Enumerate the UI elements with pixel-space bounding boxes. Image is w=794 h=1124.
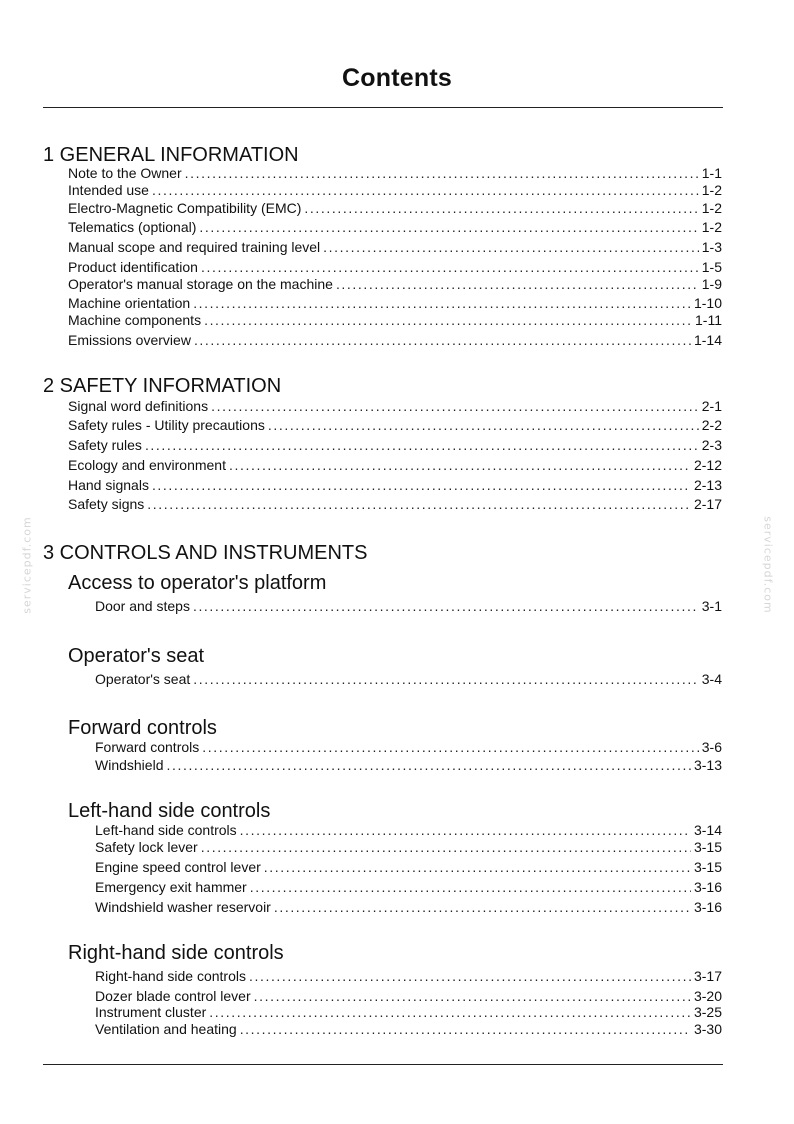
watermark-left: servicepdf.com <box>20 516 34 614</box>
toc-entry[interactable] <box>95 968 722 985</box>
toc-entry[interactable] <box>68 312 722 329</box>
toc-entry-label: Right-hand side controls <box>95 968 246 984</box>
toc-entry-page: 2-13 <box>693 477 722 493</box>
toc-entry[interactable] <box>95 598 722 615</box>
subsection-heading-access: Access to operator's platform <box>68 572 327 594</box>
toc-entry-label: Door and steps <box>95 598 190 614</box>
toc-entry[interactable] <box>68 239 722 256</box>
leader-dots <box>204 312 692 329</box>
leader-dots <box>249 968 691 985</box>
section-heading-safety-information: 2 SAFETY INFORMATION <box>43 375 282 397</box>
toc-entry[interactable] <box>95 757 722 774</box>
toc-entry-label: Forward controls <box>95 739 200 755</box>
toc-entry-label: Emergency exit hammer <box>95 879 247 895</box>
toc-entry-label: Electro-Magnetic Compatibility (EMC) <box>68 200 302 216</box>
toc-entry-label: Dozer blade control lever <box>95 988 251 1004</box>
toc-entry-page: 1-3 <box>701 239 722 255</box>
leader-dots <box>199 219 698 236</box>
toc-entry-label: Instrument cluster <box>95 1004 207 1020</box>
toc-entry-page: 1-11 <box>695 312 722 328</box>
leader-dots <box>268 417 699 434</box>
toc-entry-label: Machine orientation <box>68 295 191 311</box>
section-heading-controls-and-instruments: 3 CONTROLS AND INSTRUMENTS <box>43 542 368 564</box>
toc-entry[interactable] <box>68 398 722 415</box>
toc-entry-page: 3-25 <box>693 1004 722 1020</box>
toc-entry-page: 3-17 <box>693 968 722 984</box>
toc-entry-label: Intended use <box>68 182 149 198</box>
leader-dots <box>336 276 699 293</box>
toc-entry-page: 1-2 <box>701 200 722 216</box>
toc-entry[interactable] <box>95 859 722 876</box>
toc-entry[interactable] <box>68 457 722 474</box>
leader-dots <box>250 879 691 896</box>
toc-entry[interactable] <box>68 417 722 434</box>
toc-entry-page: 3-16 <box>693 879 722 895</box>
page-title: Contents <box>342 64 452 92</box>
toc-entry-page: 2-17 <box>693 496 722 512</box>
leader-dots <box>193 671 698 688</box>
toc-entry-label: Note to the Owner <box>68 165 182 181</box>
toc-entry-label: Signal word definitions <box>68 398 209 414</box>
toc-entry[interactable] <box>68 182 722 199</box>
toc-entry[interactable] <box>95 988 722 1005</box>
leader-dots <box>202 739 699 756</box>
subsection-heading-operators-seat: Operator's seat <box>68 645 205 667</box>
leader-dots <box>147 496 691 513</box>
toc-entry-label: Emissions overview <box>68 332 191 348</box>
toc-entry-page: 3-16 <box>693 899 722 915</box>
toc-entry-label: Product identification <box>68 259 198 275</box>
toc-entry[interactable] <box>95 1004 722 1021</box>
leader-dots <box>304 200 698 217</box>
toc-entry-page: 3-4 <box>701 671 722 687</box>
toc-entry-label: Telematics (optional) <box>68 219 197 235</box>
toc-entry[interactable] <box>68 259 722 276</box>
toc-entry[interactable] <box>95 1021 722 1038</box>
toc-entry[interactable] <box>68 165 722 182</box>
leader-dots <box>201 839 691 856</box>
toc-entry-page: 1-9 <box>701 276 722 292</box>
toc-entry[interactable] <box>68 295 722 312</box>
toc-entry-label: Engine speed control lever <box>95 859 261 875</box>
toc-entry-page: 3-15 <box>693 859 722 875</box>
toc-entry-label: Ecology and environment <box>68 457 226 473</box>
watermark-right: servicepdf.com <box>761 516 775 614</box>
bottom-divider <box>43 1064 723 1065</box>
toc-entry[interactable] <box>95 822 722 839</box>
leader-dots <box>240 822 691 839</box>
toc-entry-page: 3-1 <box>701 598 722 614</box>
toc-entry-page: 1-10 <box>693 295 722 311</box>
leader-dots <box>323 239 699 256</box>
toc-entry-page: 1-2 <box>701 219 722 235</box>
leader-dots <box>194 332 691 349</box>
toc-entry-page: 1-14 <box>693 332 722 348</box>
leader-dots <box>152 477 691 494</box>
toc-entry-page: 2-2 <box>701 417 722 433</box>
leader-dots <box>211 398 699 415</box>
leader-dots <box>254 988 691 1005</box>
leader-dots <box>185 165 699 182</box>
toc-entry-page: 3-13 <box>693 757 722 773</box>
toc-entry[interactable] <box>95 879 722 896</box>
toc-entry-label: Safety rules <box>68 437 142 453</box>
leader-dots <box>209 1004 691 1021</box>
toc-entry-label: Ventilation and heating <box>95 1021 237 1037</box>
toc-entry-label: Hand signals <box>68 477 149 493</box>
toc-entry[interactable] <box>68 437 722 454</box>
toc-entry-label: Safety signs <box>68 496 145 512</box>
toc-entry-label: Machine components <box>68 312 202 328</box>
toc-entry-page: 3-20 <box>693 988 722 1004</box>
toc-entry[interactable] <box>95 739 722 756</box>
leader-dots <box>152 182 699 199</box>
toc-entry-page: 1-2 <box>701 182 722 198</box>
toc-entry-page: 3-30 <box>693 1021 722 1037</box>
subsection-heading-right-hand-side-controls: Right-hand side controls <box>68 942 284 964</box>
toc-entry[interactable] <box>68 276 722 293</box>
toc-entry-label: Windshield washer reservoir <box>95 899 271 915</box>
toc-entry-label: Operator's manual storage on the machine <box>68 276 333 292</box>
toc-entry-page: 2-3 <box>701 437 722 453</box>
subsection-heading-forward-controls: Forward controls <box>68 717 217 739</box>
toc-entry-label: Manual scope and required training level <box>68 239 321 255</box>
leader-dots <box>264 859 691 876</box>
toc-entry-label: Windshield <box>95 757 164 773</box>
toc-entry-page: 1-5 <box>701 259 722 275</box>
toc-entry-page: 3-6 <box>701 739 722 755</box>
toc-entry[interactable] <box>68 332 722 349</box>
section-heading-general-information: 1 GENERAL INFORMATION <box>43 144 299 166</box>
leader-dots <box>274 899 691 916</box>
toc-entry-page: 2-12 <box>693 457 722 473</box>
toc-entry[interactable] <box>68 200 722 217</box>
toc-entry-label: Left-hand side controls <box>95 822 237 838</box>
leader-dots <box>193 598 699 615</box>
leader-dots <box>166 757 690 774</box>
toc-entry-page: 1-1 <box>701 165 722 181</box>
toc-entry-page: 3-14 <box>693 822 722 838</box>
toc-entry[interactable] <box>95 839 722 856</box>
toc-entry[interactable] <box>95 671 722 688</box>
subsection-heading-left-hand-side-controls: Left-hand side controls <box>68 800 271 822</box>
leader-dots <box>229 457 691 474</box>
toc-entry-page: 3-15 <box>693 839 722 855</box>
toc-entry-page: 2-1 <box>701 398 722 414</box>
toc-entry[interactable] <box>68 477 722 494</box>
leader-dots <box>201 259 699 276</box>
toc-entry-label: Safety lock lever <box>95 839 198 855</box>
toc-entry[interactable] <box>68 496 722 513</box>
toc-entry-label: Operator's seat <box>95 671 191 687</box>
leader-dots <box>145 437 699 454</box>
leader-dots <box>193 295 691 312</box>
toc-entry-label: Safety rules - Utility precautions <box>68 417 265 433</box>
toc-entry[interactable] <box>68 219 722 236</box>
leader-dots <box>240 1021 691 1038</box>
toc-entry[interactable] <box>95 899 722 916</box>
